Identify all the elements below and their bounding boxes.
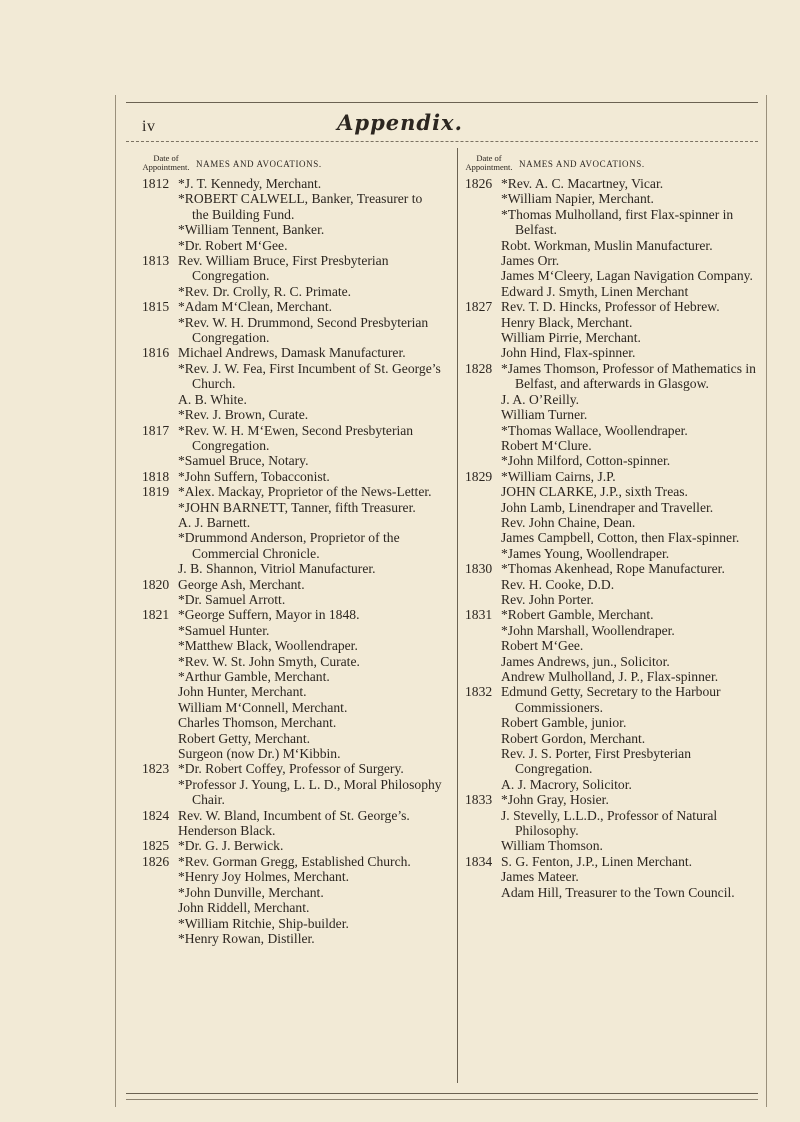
entry-row xyxy=(465,546,765,561)
entry-year xyxy=(142,392,178,407)
entry-name: *William Tennent, Banker. xyxy=(178,222,325,238)
entry-name: *Henry Joy Holmes, Merchant. xyxy=(178,869,350,885)
entry-name: *Rev. W. H. Drummond, Second Presbyterian Congregation. xyxy=(178,314,429,346)
entry-name: *Rev. Dr. Crolly, R. C. Primate. xyxy=(178,283,352,299)
entry-year xyxy=(465,345,501,360)
left-entries xyxy=(142,176,442,946)
entry-name: Andrew Mulholland, J. P., Flax-spinner. xyxy=(501,669,719,684)
right-column-header xyxy=(465,148,765,172)
entry-name: *William Cairns, J.P. xyxy=(501,468,616,484)
entry-row xyxy=(465,207,765,238)
entry-name: *John Suffern, Tobacconist. xyxy=(178,468,330,484)
entry-row xyxy=(465,453,765,468)
entry-year xyxy=(465,869,501,884)
entry-year xyxy=(142,315,178,346)
entry-year xyxy=(465,484,501,499)
entry-name: Robert Gordon, Merchant. xyxy=(501,730,646,746)
entry-year xyxy=(142,823,178,838)
bottom-rule xyxy=(126,1093,758,1094)
entry-name: J. Stevelly, L.L.D., Professor of Natural Philosophy. xyxy=(501,807,718,839)
entry-row xyxy=(142,607,442,622)
entry-row xyxy=(465,885,765,900)
entry-year xyxy=(142,561,178,576)
entry-name: *Dr. G. J. Berwick. xyxy=(178,838,284,854)
date-header: Date of Appointment. xyxy=(465,153,513,172)
entry-row xyxy=(142,561,442,576)
entry-row xyxy=(465,623,765,638)
entry-year: 1818 xyxy=(142,468,170,484)
entry-name: *Dr. Robert Coffey, Professor of Surgery. xyxy=(178,761,404,777)
entry-name: William Turner. xyxy=(501,407,588,423)
entry-name: George Ash, Merchant. xyxy=(178,576,305,592)
entry-year xyxy=(142,777,178,808)
entry-name: Robert Gamble, junior. xyxy=(501,715,627,731)
entry-year xyxy=(465,731,501,746)
entry-name: *Alex. Mackay, Proprietor of the News-Letter. xyxy=(178,484,432,500)
entry-year xyxy=(142,931,178,946)
entry-name: *Henry Rowan, Distiller. xyxy=(178,930,315,946)
entry-name: *Dr. Samuel Arrott. xyxy=(178,591,286,607)
entry-year: 1829 xyxy=(465,468,493,484)
entry-name: *James Young, Woollendraper. xyxy=(501,545,670,561)
entry-row xyxy=(465,530,765,545)
entry-row xyxy=(465,315,765,330)
entry-year: 1832 xyxy=(465,684,493,700)
entry-year xyxy=(465,577,501,592)
entry-year xyxy=(465,592,501,607)
entry-name: Robt. Workman, Muslin Manufacturer. xyxy=(501,237,713,253)
entry-row xyxy=(465,299,765,314)
entry-name: John Riddell, Merchant. xyxy=(178,900,310,916)
entry-name: Henry Black, Merchant. xyxy=(501,314,633,330)
entry-name: *Arthur Gamble, Merchant. xyxy=(178,669,330,684)
entry-row xyxy=(142,500,442,515)
entry-row xyxy=(465,731,765,746)
entry-name: *Rev. A. C. Macartney, Vicar. xyxy=(501,176,664,191)
entry-name: Edmund Getty, Secretary to the Harbour Commissioners. xyxy=(501,684,721,715)
entry-year xyxy=(142,700,178,715)
entry-row xyxy=(465,577,765,592)
entry-name: A. J. Macrory, Solicitor. xyxy=(501,776,632,792)
entry-name: Adam Hill, Treasurer to the Town Council. xyxy=(501,884,735,900)
entry-row xyxy=(142,392,442,407)
entry-name: Rev. H. Cooke, D.D. xyxy=(501,576,615,592)
entry-row xyxy=(142,854,442,869)
entry-name: JOHN CLARKE, J.P., sixth Treas. xyxy=(501,484,688,500)
entry-name: *Professor J. Young, L. L. D., Moral Philosophy Chair. xyxy=(178,776,442,808)
entry-year xyxy=(465,330,501,345)
entry-row xyxy=(465,330,765,345)
entry-year xyxy=(465,438,501,453)
entry-row xyxy=(465,238,765,253)
entry-year xyxy=(465,530,501,545)
right-entries xyxy=(465,176,765,900)
entry-row xyxy=(465,684,765,715)
entry-year: 1813 xyxy=(142,253,170,269)
entry-name: John Hunter, Merchant. xyxy=(178,684,307,700)
entry-year: 1812 xyxy=(142,176,170,191)
entry-year: 1817 xyxy=(142,422,170,438)
entry-row xyxy=(142,731,442,746)
entry-year xyxy=(465,638,501,653)
entry-name: *Matthew Black, Woollendraper. xyxy=(178,638,358,654)
entry-name: *Samuel Hunter. xyxy=(178,622,270,638)
entry-row xyxy=(142,654,442,669)
entry-row xyxy=(465,592,765,607)
entry-row xyxy=(142,931,442,946)
entry-year: 1819 xyxy=(142,484,170,500)
entry-row xyxy=(142,361,442,392)
entry-year: 1826 xyxy=(142,853,170,869)
entry-year xyxy=(465,838,501,853)
top-rule xyxy=(126,102,758,103)
entry-year: 1828 xyxy=(465,360,493,376)
entry-year xyxy=(142,623,178,638)
entry-year: 1826 xyxy=(465,176,493,191)
entry-name: James Orr. xyxy=(501,253,560,269)
entry-row xyxy=(465,500,765,515)
entry-row xyxy=(142,407,442,422)
entry-name: *ROBERT CALWELL, Banker, Treasurer to the Building Fund. xyxy=(178,191,423,222)
entry-year: 1831 xyxy=(465,607,493,623)
column-divider xyxy=(457,148,458,1083)
entry-name: John Hind, Flax-spinner. xyxy=(501,345,636,361)
entry-row xyxy=(142,453,442,468)
entry-year: 1815 xyxy=(142,299,170,315)
entry-year xyxy=(142,731,178,746)
entry-name: Rev. W. Bland, Incumbent of St. George’s. xyxy=(178,807,410,823)
entry-name: James Andrews, jun., Solicitor. xyxy=(501,653,670,669)
entry-row xyxy=(142,530,442,561)
entry-year xyxy=(465,746,501,777)
entry-row xyxy=(465,746,765,777)
entry-row xyxy=(465,407,765,422)
entry-name: Rev. J. S. Porter, First Presbyterian Congregation. xyxy=(501,746,692,777)
entry-name: James M‘Cleery, Lagan Navigation Company. xyxy=(501,268,753,284)
entry-row xyxy=(465,191,765,206)
date-header: Date of Appointment. xyxy=(142,153,190,172)
entry-name: James Mateer. xyxy=(501,869,579,885)
entry-name: *Robert Gamble, Merchant. xyxy=(501,607,654,623)
entry-year xyxy=(465,715,501,730)
entry-name: *JOHN BARNETT, Tanner, fifth Treasurer. xyxy=(178,499,416,515)
entry-year xyxy=(465,315,501,330)
entry-name: *John Milford, Cotton-spinner. xyxy=(501,453,671,469)
entry-name: John Lamb, Linendraper and Traveller. xyxy=(501,499,714,515)
entry-row xyxy=(142,423,442,454)
running-head: Appendix. xyxy=(337,110,463,135)
entry-row xyxy=(142,885,442,900)
entry-year xyxy=(465,669,501,684)
entry-year xyxy=(465,284,501,299)
entry-row xyxy=(465,253,765,268)
names-header: NAMES AND AVOCATIONS. xyxy=(196,159,322,169)
entry-row xyxy=(465,792,765,807)
entry-name: *J. T. Kennedy, Merchant. xyxy=(178,176,322,191)
entry-row xyxy=(142,253,442,284)
entry-row xyxy=(465,715,765,730)
entry-year: 1834 xyxy=(465,853,493,869)
entry-row xyxy=(142,700,442,715)
entry-row xyxy=(142,222,442,237)
entry-year xyxy=(142,284,178,299)
entry-year xyxy=(142,361,178,392)
entry-row xyxy=(465,654,765,669)
entry-row xyxy=(465,869,765,884)
entry-year xyxy=(142,222,178,237)
entry-row xyxy=(142,577,442,592)
entry-name: *John Gray, Hosier. xyxy=(501,792,609,808)
entry-year xyxy=(465,623,501,638)
entry-name: *Drummond Anderson, Proprietor of the Commercial Chronicle. xyxy=(178,530,400,561)
entry-row xyxy=(142,284,442,299)
entry-row xyxy=(465,345,765,360)
entry-row xyxy=(142,345,442,360)
entry-row xyxy=(142,777,442,808)
entry-name: J. B. Shannon, Vitriol Manufacturer. xyxy=(178,561,376,577)
entry-name: *John Dunville, Merchant. xyxy=(178,884,324,900)
entry-year xyxy=(465,407,501,422)
entry-year xyxy=(465,808,501,839)
entry-row xyxy=(142,592,442,607)
entry-row xyxy=(465,561,765,576)
page-number: iv xyxy=(142,118,156,135)
entry-year xyxy=(465,500,501,515)
entry-year xyxy=(142,453,178,468)
left-column xyxy=(142,148,442,946)
entry-row xyxy=(465,361,765,392)
entry-year xyxy=(465,515,501,530)
entry-row xyxy=(465,423,765,438)
entry-name: Surgeon (now Dr.) M‘Kibbin. xyxy=(178,746,341,762)
header-rule xyxy=(126,141,758,142)
entry-row xyxy=(142,715,442,730)
entry-name: *Dr. Robert M‘Gee. xyxy=(178,237,288,253)
entry-name: *Rev. W. H. M‘Ewen, Second Presbyterian Congregation. xyxy=(178,422,414,453)
entry-year xyxy=(142,191,178,222)
entry-row xyxy=(465,484,765,499)
entry-name: William M‘Connell, Merchant. xyxy=(178,699,348,715)
entry-year xyxy=(465,238,501,253)
entry-row xyxy=(142,823,442,838)
entry-row xyxy=(465,838,765,853)
entry-name: *John Marshall, Woollendraper. xyxy=(501,622,675,638)
entry-name: S. G. Fenton, J.P., Linen Merchant. xyxy=(501,853,693,869)
entry-row xyxy=(465,469,765,484)
entry-row xyxy=(142,838,442,853)
entry-row xyxy=(142,761,442,776)
entry-row xyxy=(142,638,442,653)
entry-name: *Rev. J. W. Fea, First Incumbent of St. George’s Church. xyxy=(178,360,441,392)
entry-row xyxy=(142,299,442,314)
entry-row xyxy=(465,392,765,407)
entry-name: Robert M‘Clure. xyxy=(501,437,592,453)
entry-name: *Rev. W. St. John Smyth, Curate. xyxy=(178,653,360,669)
entry-row xyxy=(465,284,765,299)
entry-name: Rev. John Chaine, Dean. xyxy=(501,514,636,530)
entry-year: 1823 xyxy=(142,761,170,777)
entry-name: Robert M‘Gee. xyxy=(501,638,584,654)
entry-year xyxy=(142,638,178,653)
entry-name: James Campbell, Cotton, then Flax-spinner. xyxy=(501,530,740,546)
entry-name: A. B. White. xyxy=(178,391,247,407)
entry-row xyxy=(142,684,442,699)
entry-name: *Rev. J. Brown, Curate. xyxy=(178,407,309,423)
entry-row xyxy=(142,669,442,684)
entry-year xyxy=(465,392,501,407)
entry-row xyxy=(142,469,442,484)
entry-name: *James Thomson, Professor of Mathematics in Belfast, and afterwards in Glasgow. xyxy=(501,360,756,392)
entry-year xyxy=(142,869,178,884)
entry-row xyxy=(142,191,442,222)
entry-row xyxy=(142,238,442,253)
entry-year xyxy=(465,253,501,268)
entry-year xyxy=(465,654,501,669)
entry-year xyxy=(465,453,501,468)
entry-year xyxy=(465,268,501,283)
entry-row xyxy=(465,607,765,622)
entry-name: A. J. Barnett. xyxy=(178,514,251,530)
entry-name: Michael Andrews, Damask Manufacturer. xyxy=(178,345,406,361)
entry-row xyxy=(142,315,442,346)
entry-year xyxy=(142,500,178,515)
entry-year xyxy=(142,715,178,730)
entry-row xyxy=(142,900,442,915)
entry-year xyxy=(142,515,178,530)
entry-row xyxy=(465,515,765,530)
entry-row xyxy=(465,669,765,684)
right-column xyxy=(465,148,765,900)
entry-name: *William Napier, Merchant. xyxy=(501,191,654,207)
entry-name: Rev. John Porter. xyxy=(501,591,594,607)
entry-row xyxy=(465,808,765,839)
entry-name: William Thomson. xyxy=(501,838,603,854)
entry-name: *William Ritchie, Ship-builder. xyxy=(178,915,349,931)
entry-name: Charles Thomson, Merchant. xyxy=(178,715,337,731)
entry-row xyxy=(465,268,765,283)
entry-name: Henderson Black. xyxy=(178,823,276,839)
entry-year xyxy=(142,900,178,915)
entry-year: 1827 xyxy=(465,299,493,315)
entry-year xyxy=(465,423,501,438)
left-column-header xyxy=(142,148,442,172)
entry-name: *Thomas Mulholland, first Flax-spinner in Belfast. xyxy=(501,206,734,238)
entry-name: Robert Getty, Merchant. xyxy=(178,730,310,746)
entry-year xyxy=(142,746,178,761)
entry-year xyxy=(142,530,178,561)
entry-name: Edward J. Smyth, Linen Merchant xyxy=(501,283,689,299)
entry-row xyxy=(465,854,765,869)
entry-year xyxy=(142,669,178,684)
entry-year xyxy=(465,885,501,900)
entry-name: *Thomas Akenhead, Rope Manufacturer. xyxy=(501,561,725,577)
entry-row xyxy=(465,176,765,191)
entry-year xyxy=(465,777,501,792)
entry-year xyxy=(142,238,178,253)
entry-name: *Thomas Wallace, Woollendraper. xyxy=(501,422,688,438)
entry-year xyxy=(142,407,178,422)
entry-year xyxy=(142,885,178,900)
entry-year: 1825 xyxy=(142,838,170,854)
entry-year: 1824 xyxy=(142,807,170,823)
entry-name: William Pirrie, Merchant. xyxy=(501,330,641,346)
entry-row xyxy=(142,515,442,530)
entry-name: Rev. William Bruce, First Presbyterian Congregation. xyxy=(178,253,389,284)
entry-year: 1833 xyxy=(465,792,493,808)
entry-year xyxy=(465,546,501,561)
entry-year: 1816 xyxy=(142,345,170,361)
entry-year xyxy=(142,684,178,699)
entry-year xyxy=(142,654,178,669)
entry-year xyxy=(465,207,501,238)
entry-name: *George Suffern, Mayor in 1848. xyxy=(178,607,360,623)
entry-name: *Adam M‘Clean, Merchant. xyxy=(178,299,333,315)
names-header: NAMES AND AVOCATIONS. xyxy=(519,159,645,169)
entry-row xyxy=(142,869,442,884)
entry-row xyxy=(142,808,442,823)
entry-year xyxy=(142,916,178,931)
entry-year: 1830 xyxy=(465,561,493,577)
entry-row xyxy=(465,438,765,453)
entry-row xyxy=(465,638,765,653)
entry-row xyxy=(465,777,765,792)
entry-row xyxy=(142,746,442,761)
entry-name: J. A. O’Reilly. xyxy=(501,391,580,407)
entry-row xyxy=(142,623,442,638)
entry-name: Rev. T. D. Hincks, Professor of Hebrew. xyxy=(501,299,720,315)
entry-year: 1821 xyxy=(142,607,170,623)
entry-year xyxy=(142,592,178,607)
bottom-rule-double xyxy=(126,1099,758,1100)
entry-name: *Samuel Bruce, Notary. xyxy=(178,453,309,469)
entry-name: *Rev. Gorman Gregg, Established Church. xyxy=(178,853,411,869)
entry-year xyxy=(465,191,501,206)
entry-year: 1820 xyxy=(142,576,170,592)
entry-row xyxy=(142,176,442,191)
entry-row xyxy=(142,916,442,931)
entry-row xyxy=(142,484,442,499)
